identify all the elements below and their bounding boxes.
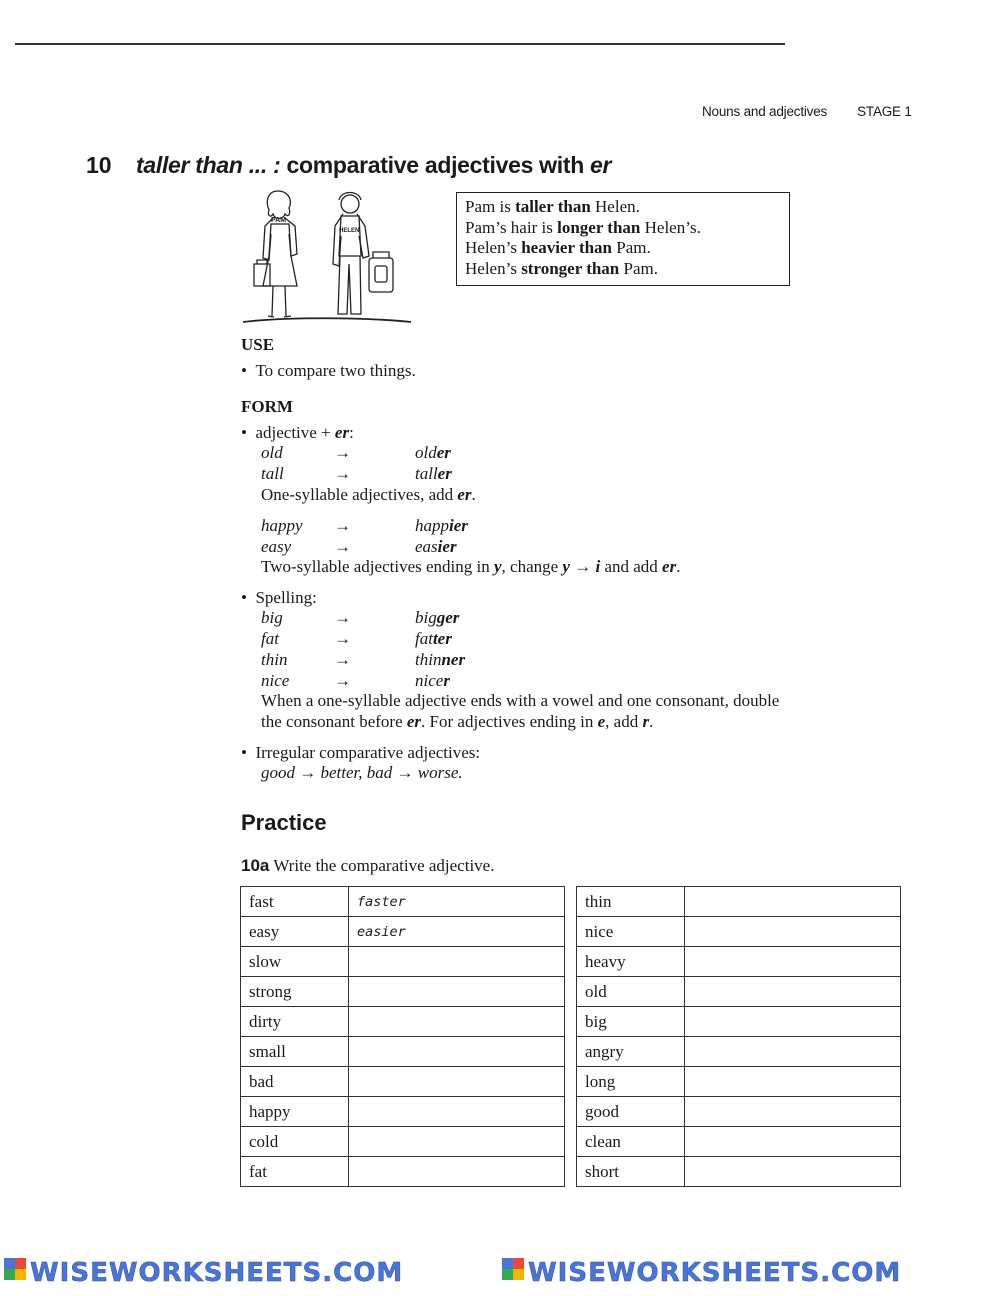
pair-b: taller xyxy=(415,464,452,483)
adjective-cell: clean xyxy=(577,1127,685,1157)
adjective-cell: good xyxy=(577,1097,685,1127)
title-er: er xyxy=(590,152,612,178)
watermark-footer xyxy=(0,1252,1000,1291)
table-row xyxy=(577,1007,901,1037)
adjective-cell: long xyxy=(577,1067,685,1097)
spelling-bullet: • Spelling: xyxy=(241,588,317,607)
pair-b: easier xyxy=(415,537,457,556)
adjective-cell: big xyxy=(577,1007,685,1037)
pair-b: happier xyxy=(415,516,468,535)
example-line: Pam’s hair is longer than Helen’s. xyxy=(465,217,701,237)
exercise-table-right xyxy=(576,886,901,1187)
answer-cell[interactable] xyxy=(349,947,565,977)
pam-shirt-label: PAM xyxy=(271,217,287,224)
watermark-text-2: WISEWORKSHEETS.COM xyxy=(528,1258,902,1288)
table-row xyxy=(577,887,901,917)
example-line: Pam is taller than Helen. xyxy=(465,197,640,216)
adjective-cell: slow xyxy=(241,947,349,977)
pair-b: nicer xyxy=(415,671,450,690)
pair-a: tall xyxy=(261,464,284,483)
pair-a: happy xyxy=(261,516,303,535)
answer-cell[interactable] xyxy=(685,1127,901,1157)
adjective-cell: small xyxy=(241,1037,349,1067)
adjective-cell: easy xyxy=(241,917,349,947)
table-row xyxy=(241,1157,565,1187)
pair-a: thin xyxy=(261,650,288,669)
table-row xyxy=(577,1157,901,1187)
adjective-cell: dirty xyxy=(241,1007,349,1037)
answer-cell[interactable]: faster xyxy=(349,887,565,917)
answer-cell[interactable] xyxy=(349,1037,565,1067)
example-line: Helen’s stronger than Pam. xyxy=(465,258,658,278)
answer-cell[interactable] xyxy=(349,1067,565,1097)
answer-cell[interactable] xyxy=(685,887,901,917)
arrow-icon: → xyxy=(334,608,351,627)
answer-cell[interactable] xyxy=(685,947,901,977)
arrow-icon: → xyxy=(334,516,351,535)
answer-cell[interactable] xyxy=(349,977,565,1007)
table-row xyxy=(241,977,565,1007)
pam-helen-illustration xyxy=(243,186,413,331)
form-note-1: One-syllable adjectives, add er. xyxy=(261,485,476,504)
adjective-cell: happy xyxy=(241,1097,349,1127)
adjective-cell: bad xyxy=(241,1067,349,1097)
pair-a: fat xyxy=(261,629,279,648)
arrow-icon: → xyxy=(334,671,351,690)
pair-a: nice xyxy=(261,671,290,690)
adjective-cell: fat xyxy=(241,1157,349,1187)
answer-cell[interactable] xyxy=(685,1037,901,1067)
table-row xyxy=(241,917,565,947)
unit-title xyxy=(136,152,611,179)
table-row xyxy=(241,1127,565,1157)
table-row xyxy=(577,977,901,1007)
table-row xyxy=(577,1037,901,1067)
arrow-icon: → xyxy=(334,464,351,483)
irregular-examples: good → better, bad → worse. xyxy=(261,763,463,782)
arrow-icon: → xyxy=(334,443,351,462)
use-bullet: • To compare two things. xyxy=(241,361,416,380)
arrow-icon: → xyxy=(334,537,351,556)
adjective-cell: heavy xyxy=(577,947,685,977)
adjective-cell: short xyxy=(577,1157,685,1187)
answer-cell[interactable] xyxy=(685,917,901,947)
stage-label: STAGE 1 xyxy=(857,104,912,119)
use-heading: USE xyxy=(241,335,275,354)
table-row xyxy=(577,947,901,977)
adjective-cell: fast xyxy=(241,887,349,917)
adjective-cell: strong xyxy=(241,977,349,1007)
section-label: Nouns and adjectives xyxy=(702,104,828,119)
table-row xyxy=(241,1037,565,1067)
practice-heading: Practice xyxy=(241,810,327,835)
pair-a: old xyxy=(261,443,283,462)
table-row xyxy=(577,1097,901,1127)
title-rest: comparative adjectives with xyxy=(280,152,591,178)
pair-b: thinner xyxy=(415,650,466,669)
answer-cell[interactable] xyxy=(685,1097,901,1127)
pair-b: older xyxy=(415,443,451,462)
irregular-bullet: • Irregular comparative adjectives: xyxy=(241,743,481,762)
arrow-icon: → xyxy=(334,650,351,669)
table-row xyxy=(241,887,565,917)
adjective-cell: thin xyxy=(577,887,685,917)
adjective-cell: cold xyxy=(241,1127,349,1157)
form-note-2: Two-syllable adjectives ending in y, change y → i and add er. xyxy=(261,557,681,576)
form-heading: FORM xyxy=(241,397,293,416)
answer-cell[interactable] xyxy=(685,1157,901,1187)
table-row xyxy=(241,1097,565,1127)
table-row xyxy=(577,917,901,947)
table-row xyxy=(241,1067,565,1097)
answer-cell[interactable] xyxy=(685,1007,901,1037)
exercise-instruction: 10a Write the comparative adjective. xyxy=(241,856,495,875)
exercise-table-left xyxy=(240,886,565,1187)
adjective-cell: nice xyxy=(577,917,685,947)
wise-logo-icon xyxy=(4,1258,26,1280)
example-line: Helen’s heavier than Pam. xyxy=(465,238,651,257)
watermark-banner xyxy=(0,1252,1000,1291)
table-row xyxy=(577,1127,901,1157)
answer-cell[interactable] xyxy=(685,1067,901,1097)
answer-cell[interactable] xyxy=(685,977,901,1007)
title-italic: taller than ... : xyxy=(136,152,281,178)
answer-cell[interactable] xyxy=(349,1157,565,1187)
top-rule xyxy=(15,43,785,45)
unit-number: 10 xyxy=(86,152,112,178)
answer-cell[interactable] xyxy=(349,1007,565,1037)
pair-b: fatter xyxy=(415,629,452,648)
helen-shirt-label: HELEN xyxy=(339,228,360,234)
arrow-icon: → xyxy=(334,629,351,648)
adjective-cell: old xyxy=(577,977,685,1007)
watermark-text-1: WISEWORKSHEETS.COM xyxy=(30,1258,404,1288)
form-note-3a: When a one-syllable adjective ends with a vowel and one consonant, double xyxy=(261,691,780,710)
running-head xyxy=(702,104,912,119)
pair-b: bigger xyxy=(415,608,460,627)
table-row xyxy=(241,947,565,977)
form-note-3b: the consonant before er. For adjectives ending in e, add r. xyxy=(261,712,654,731)
answer-cell[interactable] xyxy=(349,1097,565,1127)
pair-a: big xyxy=(261,608,283,627)
answer-cell[interactable] xyxy=(349,1127,565,1157)
form-rule-1: • adjective + er: xyxy=(241,423,354,442)
wise-logo-icon xyxy=(502,1258,524,1280)
pair-a: easy xyxy=(261,537,292,556)
example-box xyxy=(456,192,790,286)
adjective-cell: angry xyxy=(577,1037,685,1067)
answer-cell[interactable]: easier xyxy=(349,917,565,947)
table-row xyxy=(241,1007,565,1037)
table-row xyxy=(577,1067,901,1097)
